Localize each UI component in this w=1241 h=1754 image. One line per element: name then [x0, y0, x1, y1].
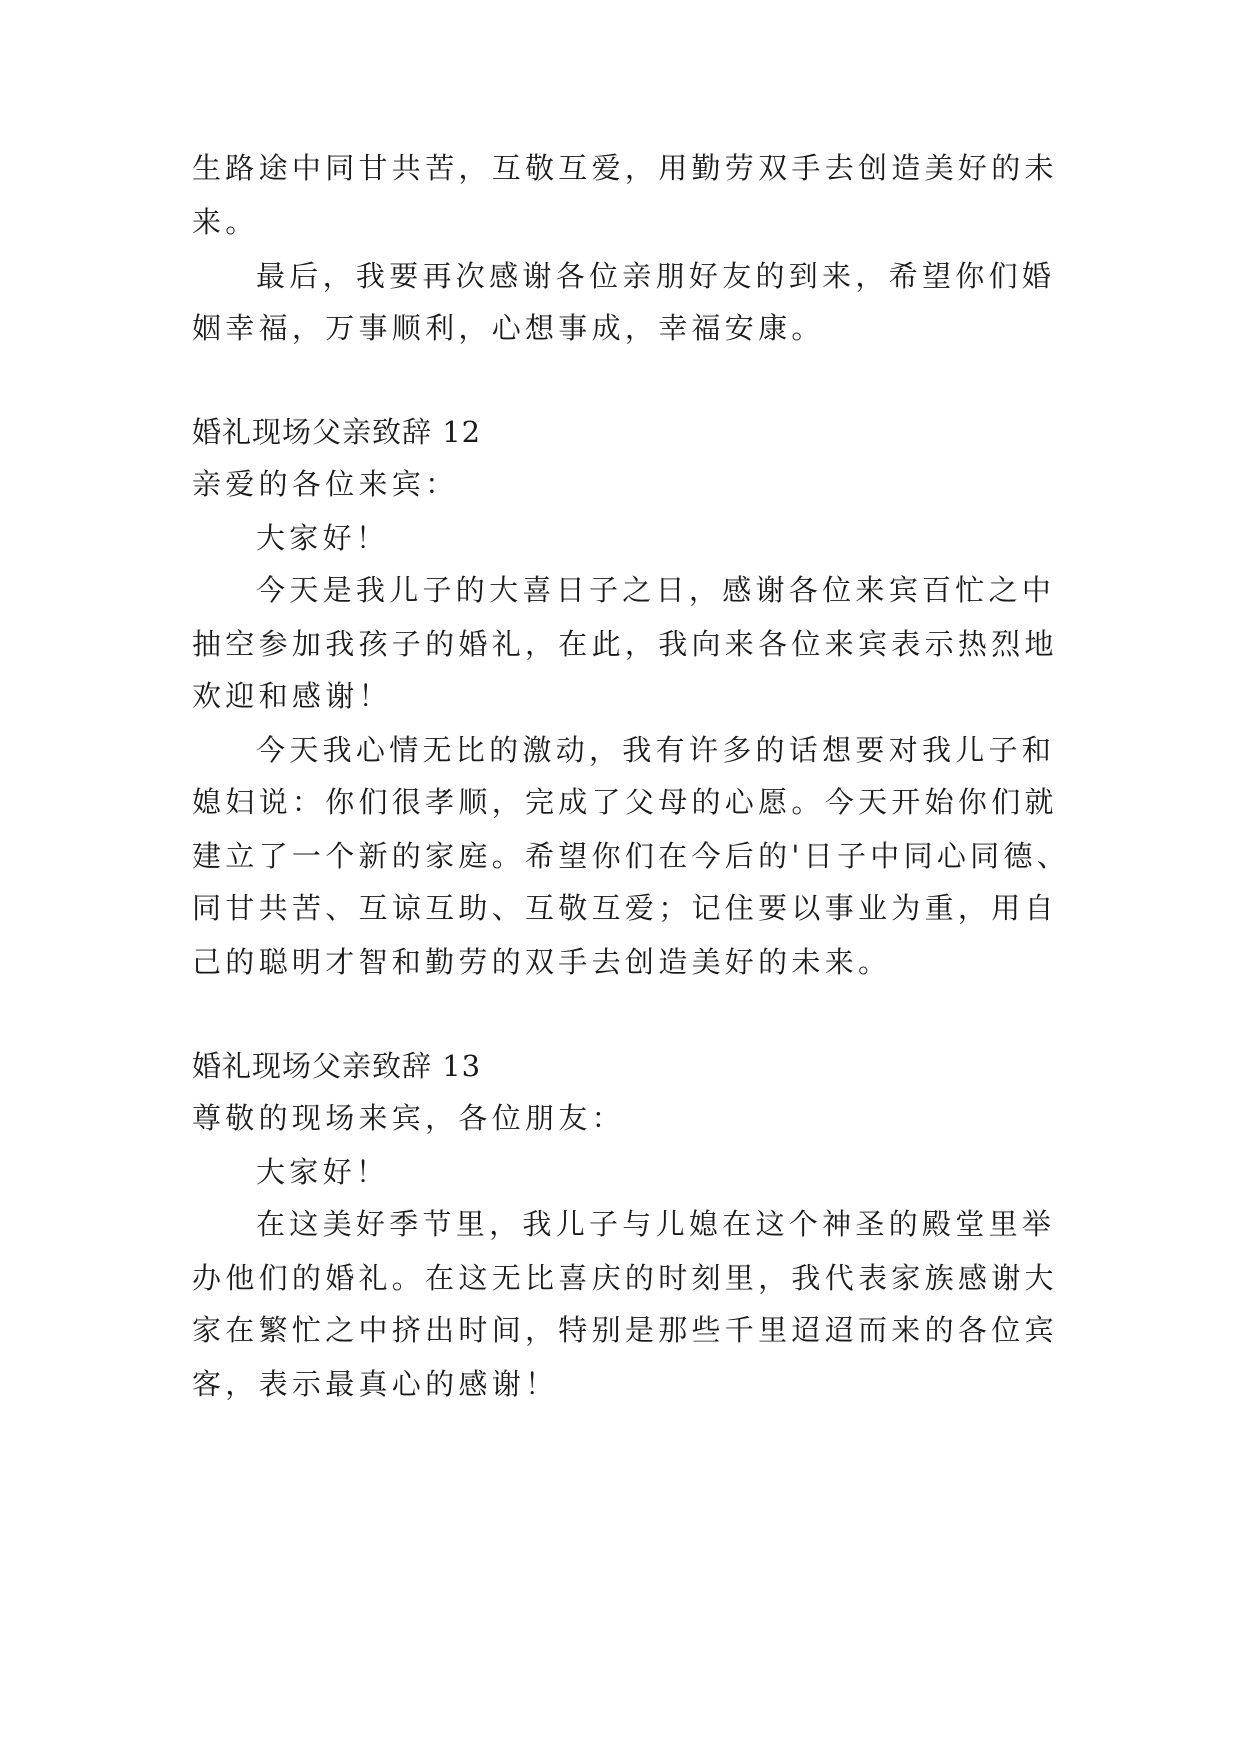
paragraph-line: 同甘共苦、互谅互助、互敬互爱；记住要以事业为重，用自	[192, 891, 1058, 925]
paragraph-line: 欢迎和感谢！	[192, 679, 392, 713]
paragraph-line: 客，表示最真心的感谢！	[192, 1367, 559, 1401]
paragraph-line: 今天是我儿子的大喜日子之日，感谢各位来宾百忙之中	[256, 573, 1056, 607]
paragraph-line: 建立了一个新的家庭。希望你们在今后的'日子中同心同德、	[192, 839, 1071, 873]
salutation: 尊敬的现场来宾，各位朋友：	[192, 1101, 625, 1135]
paragraph-line: 己的聪明才智和勤劳的双手去创造美好的未来。	[192, 945, 892, 979]
paragraph-line: 办他们的婚礼。在这无比喜庆的时刻里，我代表家族感谢大	[192, 1261, 1058, 1295]
paragraph-line: 在这美好季节里，我儿子与儿媳在这个神圣的殿堂里举	[256, 1207, 1056, 1241]
greeting: 大家好！	[256, 521, 390, 555]
paragraph-line: 姻幸福，万事顺利，心想事成，幸福安康。	[192, 311, 825, 345]
paragraph-line: 今天我心情无比的激动，我有许多的话想要对我儿子和	[256, 733, 1056, 767]
salutation: 亲爱的各位来宾：	[192, 467, 459, 501]
section-title-13: 婚礼现场父亲致辞 13	[192, 1049, 482, 1083]
paragraph-line: 抽空参加我孩子的婚礼，在此，我向来各位来宾表示热烈地	[192, 627, 1058, 661]
paragraph-line: 最后，我要再次感谢各位亲朋好友的到来，希望你们婚	[256, 259, 1056, 293]
greeting: 大家好！	[256, 1155, 390, 1189]
paragraph-line: 家在繁忙之中挤出时间，特别是那些千里迢迢而来的各位宾	[192, 1313, 1058, 1347]
paragraph-line: 媳妇说：你们很孝顺，完成了父母的心愿。今天开始你们就	[192, 785, 1058, 819]
paragraph-line: 生路途中同甘共苦，互敬互爱，用勤劳双手去创造美好的未	[192, 151, 1058, 185]
paragraph-line: 来。	[192, 205, 259, 239]
section-title-12: 婚礼现场父亲致辞 12	[192, 415, 482, 449]
